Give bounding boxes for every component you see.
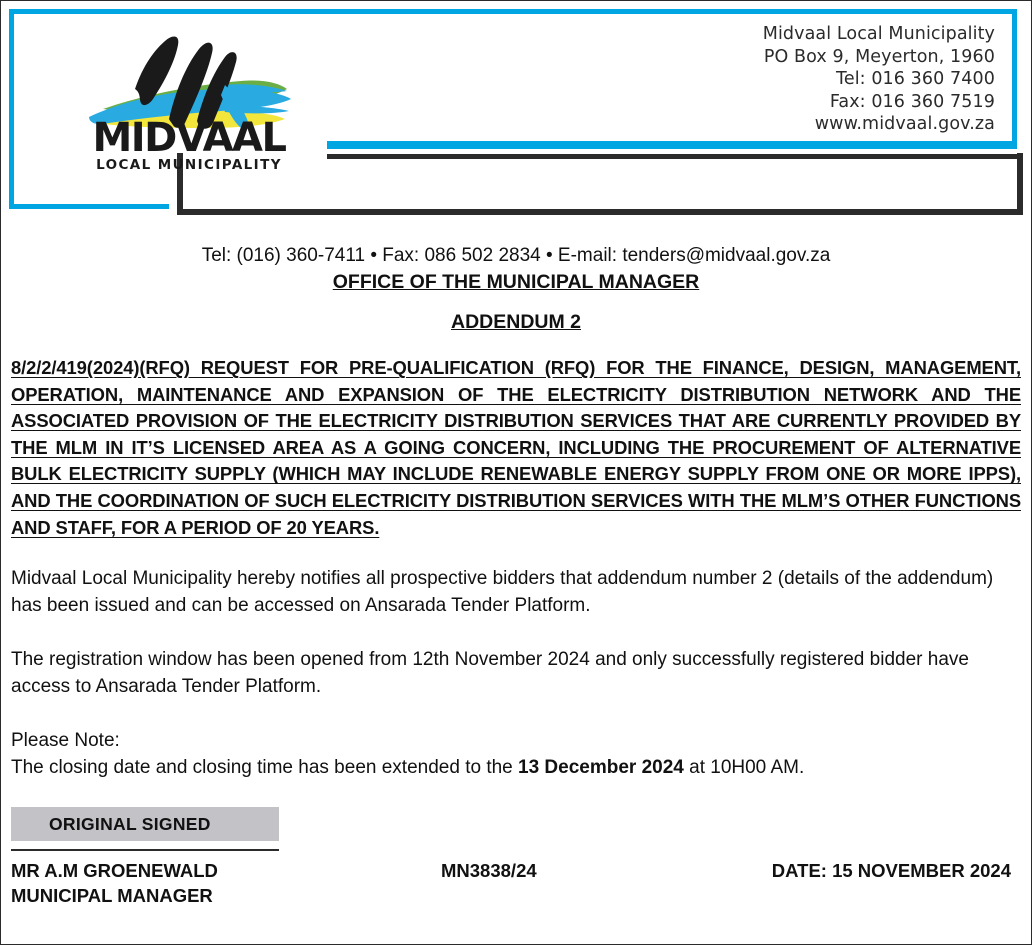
signature-block: [11, 807, 1021, 908]
please-note-label: Please Note:: [11, 730, 120, 752]
header-contact-line: Tel: (016) 360-7411 • Fax: 086 502 2834 • E-mail: tenders@midvaal.gov.za: [201, 245, 831, 266]
letterhead-contact-details: [763, 23, 995, 136]
signatory-name: MR A.M GROENEWALD: [11, 860, 218, 882]
signatory-column: [11, 858, 441, 908]
closing-date-value: 13 December 2024: [518, 757, 684, 779]
contact-fax: Fax: 016 360 7519: [829, 91, 995, 112]
contact-website: www.midvaal.gov.za: [814, 114, 995, 135]
contact-telephone: Tel: 016 360 7400: [836, 69, 995, 90]
body-paragraph-2: The registration window has been opened from 12th November 2024 and only successfully registered bidder have access to Ansarada Tender Platform.: [11, 649, 969, 698]
header-addendum-title: ADDENDUM 2: [450, 311, 581, 333]
please-note-block: [11, 727, 1021, 781]
signature-date: DATE: 15 NOVEMBER 2024: [771, 860, 1011, 882]
contact-postal-address: PO Box 9, Meyerton, 1960: [763, 46, 995, 67]
header-office-title: OFFICE OF THE MUNICIPAL MANAGER: [332, 271, 700, 293]
midvaal-logo: [73, 23, 305, 173]
closing-date-prefix: The closing date and closing time has been extended to the: [11, 757, 519, 779]
original-signed-stamp: ORIGINAL SIGNED: [11, 807, 279, 841]
letterhead-dark-rule: [327, 154, 1021, 159]
letterhead-blue-rule: [327, 141, 1017, 149]
logo-subtitle: LOCAL MUNICIPALITY: [96, 157, 282, 173]
body-paragraph-1: Midvaal Local Municipality hereby notifies all prospective bidders that addendum number 2 (details of the addendum) has been issued and can be accessed on Ansarada Tender Platform.: [11, 568, 994, 617]
minute-number: MN3838/24: [441, 860, 537, 882]
tender-title: 8/2/2/419(2024)(RFQ) REQUEST FOR PRE-QUALIFICATION (RFQ) FOR THE FINANCE, DESIGN, MANAGEMENT, OPERATION, MAINTENANCE AND EXPANSION OF THE ELECTRICITY DISTRIBUTION NETWORK AND THE ASSOCIATED PROVISION OF THE ELECTRICITY DISTRIBUTION SERVICES THAT ARE CURRENTLY PROVIDED BY THE MLM IN IT’S LICENSED AREA AS A GOING CONCERN, INCLUDING THE PROCUREMENT OF ALTERNATIVE BULK ELECTRICITY SUPPLY (WHICH MAY INCLUDE RENEWABLE ENERGY SUPPLY FROM ONE OR MORE IPPS), AND THE COORDINATION OF SUCH ELECTRICITY DISTRIBUTION SERVICES WITH THE MLM’S OTHER FUNCTIONS AND STAFF, FOR A PERIOD OF 20 YEARS.: [11, 357, 1021, 538]
signature-details-row: [11, 858, 1021, 908]
contact-org-name: Midvaal Local Municipality: [762, 24, 995, 44]
closing-date-line: [11, 754, 1021, 781]
document-body: [1, 223, 1031, 908]
letterhead: [1, 1, 1031, 223]
logo-wordmark: MIDVAAL: [92, 115, 286, 161]
closing-date-suffix: at 10H00 AM.: [683, 757, 805, 779]
signature-rule: [11, 849, 279, 851]
signatory-position: MUNICIPAL MANAGER: [11, 885, 213, 907]
